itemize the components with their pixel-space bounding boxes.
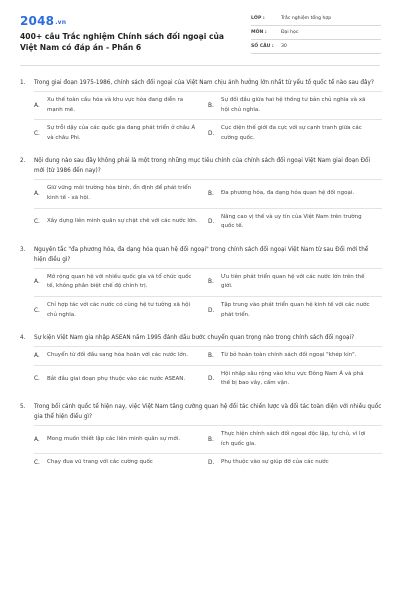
question-number: 1. bbox=[20, 80, 26, 86]
answer-row bbox=[34, 208, 382, 236]
info-label: MÔN : bbox=[251, 30, 267, 35]
logo-suffix: .vn bbox=[55, 19, 67, 26]
question-text bbox=[20, 402, 382, 422]
answer-option[interactable] bbox=[208, 124, 382, 143]
answer-letter: D. bbox=[208, 130, 215, 137]
question-body: Trong bối cảnh quốc tế hiện nay, việc Việt Nam tăng cường quan hệ đối tác chiến lược và đối tác toàn diện với nhiều quốc gia thể hiện điều gì? bbox=[34, 403, 382, 420]
answer-text: Hội nhập sâu rộng vào khu vực Đông Nam Á và phá thế bị bao vây, cấm vận. bbox=[221, 370, 364, 387]
question-3 bbox=[20, 245, 382, 324]
answer-text: Giữ vững môi trường hòa bình, ổn định để phát triển kinh tế - xã hội. bbox=[47, 185, 191, 201]
answer-letter: A. bbox=[34, 102, 40, 109]
question-number: 2. bbox=[20, 158, 26, 165]
answer-option[interactable] bbox=[208, 273, 382, 292]
answer-text: Mở rộng quan hệ với nhiều quốc gia và tổ chức quốc tế, không phân biệt chế độ chính trị. bbox=[47, 273, 192, 290]
question-number: 4. bbox=[20, 335, 26, 342]
question-body: Nguyên tắc "đa phương hóa, đa dạng hóa quan hệ đối ngoại" trong chính sách đối ngoại Việt Nam từ sau Đổi mới thể hiện điều gì? bbox=[34, 246, 369, 263]
info-row-subject bbox=[251, 26, 381, 40]
info-value: Đại học bbox=[281, 30, 299, 35]
answer-letter: C. bbox=[34, 219, 40, 226]
answer-option[interactable] bbox=[34, 351, 208, 361]
answer-row bbox=[34, 268, 382, 296]
info-label: LỚP : bbox=[251, 16, 265, 21]
info-row-count bbox=[251, 40, 381, 54]
answer-options bbox=[34, 425, 382, 472]
answer-letter: D. bbox=[208, 307, 215, 314]
answer-row bbox=[34, 119, 382, 147]
question-body: Sự kiện Việt Nam gia nhập ASEAN năm 1995 đánh dấu bước chuyển quan trọng nào trong chính sách đối ngoại? bbox=[34, 335, 355, 342]
answer-text: Sự trỗi dậy của các quốc gia đang phát triển ở châu Á và châu Phi. bbox=[47, 125, 196, 141]
answer-option[interactable] bbox=[208, 213, 382, 232]
answer-text: Ưu tiên phát triển quan hệ với các nước lớn trên thế giới. bbox=[221, 273, 365, 290]
answer-option[interactable] bbox=[208, 301, 382, 320]
info-value: 30 bbox=[281, 44, 287, 49]
answer-text: Đa phương hóa, đa dạng hóa quan hệ đối ngoại. bbox=[221, 190, 355, 197]
question-text bbox=[20, 156, 382, 176]
answer-option[interactable] bbox=[34, 301, 208, 320]
question-text bbox=[20, 333, 382, 343]
question-4 bbox=[20, 333, 382, 393]
info-label: SỐ CÂU : bbox=[251, 44, 274, 49]
answer-row bbox=[34, 425, 382, 453]
answer-options bbox=[34, 268, 382, 324]
answer-option[interactable] bbox=[34, 184, 208, 203]
answer-option[interactable] bbox=[34, 458, 208, 468]
answer-text: Cục diện thế giới đa cực với sự cạnh tranh giữa các cường quốc. bbox=[221, 125, 362, 141]
question-1 bbox=[20, 78, 382, 147]
answer-text: Phụ thuộc vào sự giúp đỡ của các nước bbox=[221, 459, 329, 466]
answer-row bbox=[34, 365, 382, 393]
answer-letter: C. bbox=[34, 307, 40, 314]
question-2 bbox=[20, 156, 382, 235]
answer-text: Bắt đầu giai đoạn phụ thuộc vào các nước ASEAN. bbox=[47, 375, 186, 382]
document-title: 400+ câu Trắc nghiệm Chính sách đối ngoại của Việt Nam có đáp án - Phần 6 bbox=[20, 32, 225, 52]
answer-options bbox=[34, 179, 382, 235]
answer-letter: A. bbox=[34, 436, 40, 443]
answer-letter: C. bbox=[34, 130, 40, 137]
answer-letter: B. bbox=[208, 102, 214, 109]
answer-option[interactable] bbox=[34, 124, 208, 143]
answer-text: Nâng cao vị thế và uy tín của Việt Nam trên trường quốc tế. bbox=[221, 213, 362, 230]
answer-row bbox=[34, 346, 382, 365]
answer-text: Chỉ hợp tác với các nước có cùng hệ tư tưởng xã hội chủ nghĩa. bbox=[47, 301, 191, 318]
info-row-class bbox=[251, 12, 381, 26]
answer-text: Từ bỏ hoàn toàn chính sách đối ngoại "khép kín". bbox=[221, 352, 357, 359]
answer-option[interactable] bbox=[208, 370, 382, 389]
answer-option[interactable] bbox=[34, 430, 208, 449]
info-value: Trắc nghiệm tổng hợp bbox=[281, 16, 332, 21]
question-body: Nội dung nào sau đây không phải là một trong những mục tiêu chính của chính sách đối ngoại Việt Nam giai đoạn Đổi mới (từ 1986 đến nay)? bbox=[34, 158, 371, 175]
answer-option[interactable] bbox=[34, 213, 208, 232]
logo-brand: 2048 bbox=[20, 14, 55, 28]
answer-text: Chuyển từ đối đầu sang hòa hoãn với các nước lớn. bbox=[47, 352, 188, 359]
answer-letter: A. bbox=[34, 190, 40, 197]
answer-letter: A. bbox=[34, 279, 40, 286]
question-body: Trong giai đoạn 1975-1986, chính sách đối ngoại của Việt Nam chịu ảnh hưởng lớn nhất từ yếu tố quốc tế nào sau đây? bbox=[34, 80, 374, 86]
answer-row bbox=[34, 296, 382, 324]
header-divider bbox=[20, 65, 380, 66]
answer-text: Tập trung vào phát triển quan hệ kinh tế với các nước phát triển. bbox=[221, 301, 370, 318]
answer-option[interactable] bbox=[208, 184, 382, 203]
document-header bbox=[0, 0, 400, 64]
answer-letter: B. bbox=[208, 190, 214, 197]
answer-row bbox=[34, 453, 382, 472]
answer-option[interactable] bbox=[34, 273, 208, 292]
answer-option[interactable] bbox=[208, 351, 382, 361]
question-number: 5. bbox=[20, 403, 26, 410]
answer-option[interactable] bbox=[208, 96, 382, 115]
answer-options bbox=[34, 91, 382, 147]
answer-text: Thực hiện chính sách đối ngoại độc lập, tự chủ, vì lợi ích quốc gia. bbox=[221, 430, 366, 447]
answer-text: Xây dựng liên minh quân sự chặt chẽ với các nước lớn. bbox=[47, 218, 198, 225]
answer-text: Mong muốn thiết lập các liên minh quân sự mới. bbox=[47, 435, 181, 442]
answer-text: Chạy đua vũ trang với các cường quốc bbox=[47, 459, 153, 466]
answer-letter: A. bbox=[34, 352, 40, 359]
answer-option[interactable] bbox=[34, 370, 208, 389]
answer-letter: C. bbox=[34, 459, 40, 466]
question-list bbox=[20, 78, 382, 481]
answer-letter: B. bbox=[208, 436, 214, 443]
question-5 bbox=[20, 402, 382, 472]
answer-letter: D. bbox=[208, 219, 215, 226]
answer-letter: D. bbox=[208, 459, 215, 466]
answer-letter: B. bbox=[208, 279, 214, 286]
answer-letter: B. bbox=[208, 352, 214, 359]
answer-option[interactable] bbox=[34, 96, 208, 115]
answer-row bbox=[34, 91, 382, 119]
answer-letter: C. bbox=[34, 376, 40, 383]
question-text bbox=[20, 78, 382, 88]
answer-letter: D. bbox=[208, 376, 215, 383]
question-number: 3. bbox=[20, 246, 26, 253]
answer-option[interactable] bbox=[208, 430, 382, 449]
site-logo[interactable] bbox=[20, 14, 66, 28]
answer-options bbox=[34, 346, 382, 393]
answer-row bbox=[34, 179, 382, 207]
answer-option[interactable] bbox=[208, 458, 382, 468]
answer-text: Sự đối đầu giữa hai hệ thống tư bản chủ nghĩa và xã hội chủ nghĩa. bbox=[221, 97, 366, 113]
question-text bbox=[20, 245, 382, 265]
info-box bbox=[251, 12, 381, 54]
answer-text: Xu thế toàn cầu hóa và khu vực hóa đang diễn ra mạnh mẽ. bbox=[47, 97, 184, 113]
